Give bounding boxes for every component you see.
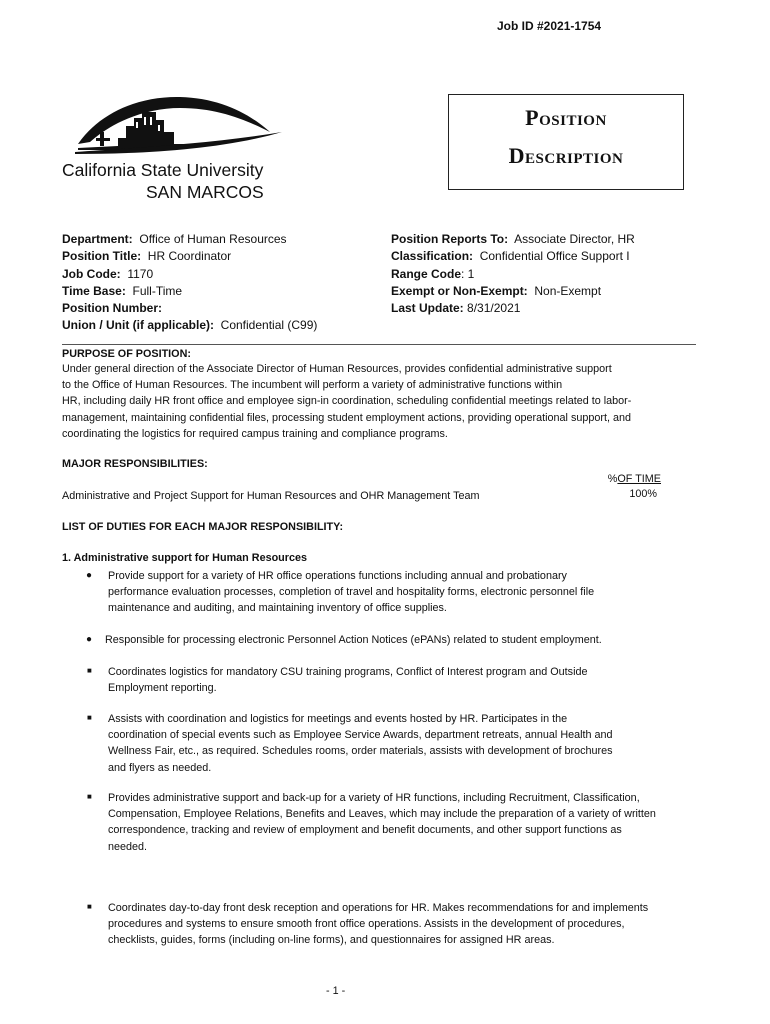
duties-subheading: 1. Administrative support for Human Resources [62,552,307,564]
info-row: Position Reports To: Associate Director, HR [391,232,635,246]
info-row: Position Title: HR Coordinator [62,249,232,264]
title-line-2: Description [508,143,624,168]
percent-time-header: %OF TIME [607,473,661,485]
info-row: Position Number: [62,301,163,316]
purpose-heading: PURPOSE OF POSITION: [62,348,191,360]
info-row: Range Code: 1 [391,266,475,281]
svg-text:SAN MARCOS: SAN MARCOS [146,182,264,202]
bullet-icon: ■ [87,902,92,911]
divider [62,344,696,345]
list-item: Assists with coordination and logistics for meetings and events hosted by HR. Participates in the coordination of special events such as Employee Service Awards, department retreats, annual Health and Wellness Fair, etc., as required. Schedules rooms, order materials, assists with development of brochures and flyers as needed. [108,713,613,774]
info-row: Union / Unit (if applicable): Confidential (C99) [62,318,318,333]
page-number: - 1 - [326,985,346,997]
bullet-icon: ● [86,634,93,645]
bullet-icon: ■ [87,792,92,801]
list-item: Provide support for a variety of HR office operations functions including annual and probationary performance evaluation processes, completion of travel and hospitality forms, electronic personnel file maintenance and auditing, and maintaining inventory of office supplies. [108,570,595,615]
info-row: Classification: Confidential Office Support I [391,249,630,264]
title-line-1: Position [525,105,607,130]
list-item: Coordinates day-to-day front desk reception and operations for HR. Makes recommendations for and implements procedures and systems to ensure smooth front office operations. Assists in the development of procedures, checklists, guides, forms (including on-line forms), and questionnaires for assigned HR areas. [108,902,649,947]
bullet-icon: ■ [87,666,92,675]
duties-heading: LIST OF DUTIES FOR EACH MAJOR RESPONSIBILITY: [62,521,344,533]
bullet-icon: ● [86,570,93,581]
svg-text:California State University: California State University [62,160,264,180]
info-right [391,231,635,317]
major-heading: MAJOR RESPONSIBILITIES: [62,458,208,470]
major-item-percent: 100% [629,488,657,500]
list-item: Coordinates logistics for mandatory CSU training programs, Conflict of Interest program and Outside Employment reporting. [108,666,588,695]
position-description-title [448,94,684,190]
info-row: Last Update: 8/31/2021 [391,301,521,316]
csusm-logo [60,92,295,204]
info-row: Time Base: Full-Time [62,283,183,298]
purpose-text: Under general direction of the Associate Director of Human Resources, provides confidential administrative support to the Office of Human Resources. The incumbent will perform a variety of administrative functions within HR, including daily HR front office and employee sign-in coordination, scheduling confidential meetings related to labor- management, maintaining confidential files, processing student employment actions, providing operational support, and coordinating the logistics for required campus training and compliance programs. [62,363,632,440]
list-item: Responsible for processing electronic Personnel Action Notices (ePANs) related to student employment. [105,634,602,646]
info-row: Job Code: 1170 [62,266,154,281]
bullet-icon: ■ [87,713,92,722]
job-id: Job ID #2021-1754 [497,19,602,33]
info-row: Department: Office of Human Resources [62,232,287,246]
info-left [62,231,317,335]
info-row: Exempt or Non-Exempt: Non-Exempt [391,283,602,298]
major-item: Administrative and Project Support for Human Resources and OHR Management Team [62,490,480,502]
list-item: Provides administrative support and back-up for a variety of HR functions, including Recruitment, Classification, Compensation, Employee Relations, Benefits and Leaves, which may include the preparation of a variety of written correspondence, tracking and review of employment and benefit documents, and other support functions as needed. [108,792,656,853]
